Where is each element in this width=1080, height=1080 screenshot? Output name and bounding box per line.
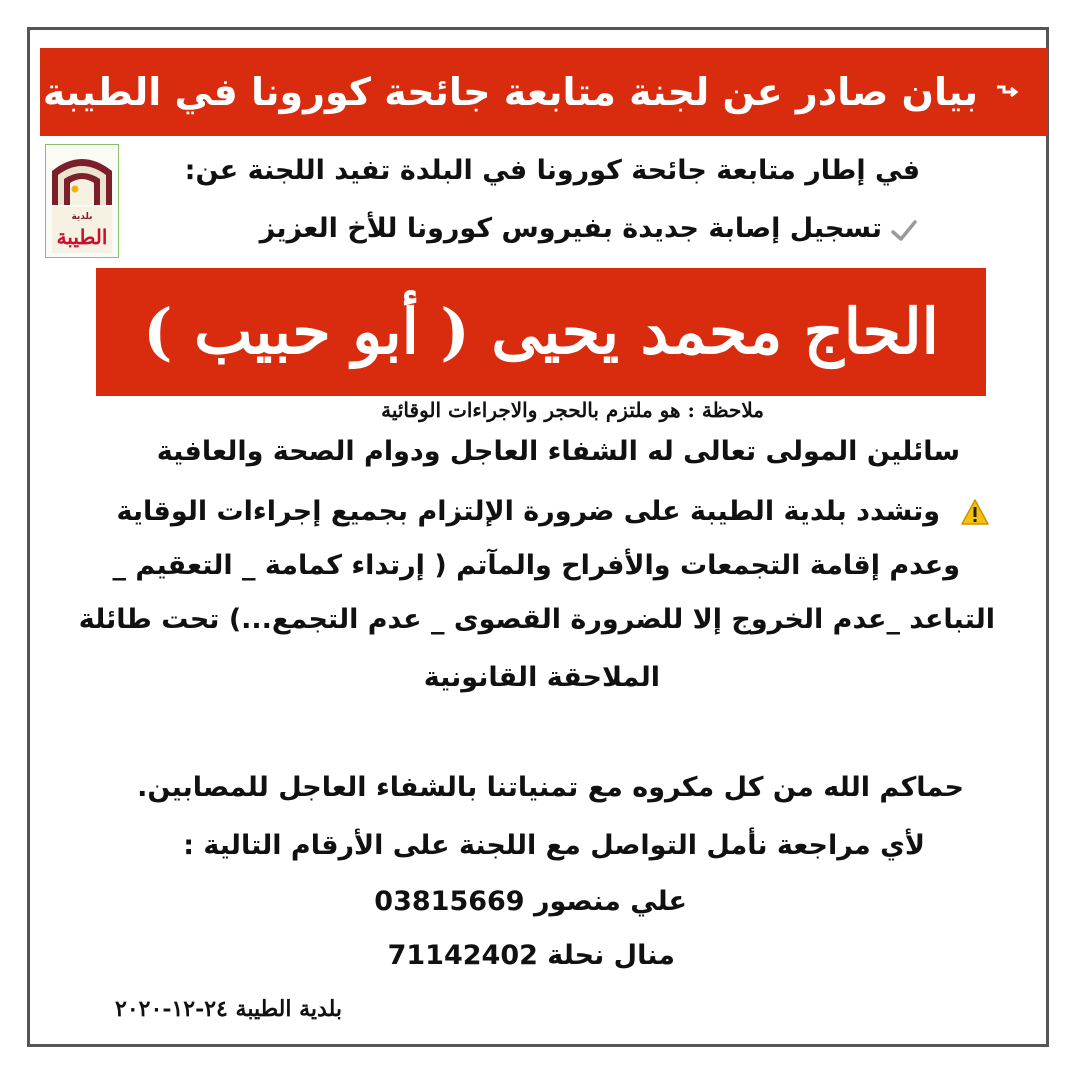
note-text: ملاحظة : هو ملتزم بالحجر والاجراءات الوقائية xyxy=(381,398,764,422)
warning-icon xyxy=(960,498,990,526)
warning-line-1: وتشدد بلدية الطيبة على ضرورة الإلتزام بجميع إجراءات الوقاية xyxy=(116,496,940,527)
contact-2: منال نحلة 71142402 xyxy=(387,940,675,971)
checkmark-icon xyxy=(890,218,918,244)
warning-line-2: وعدم إقامة التجمعات والأفراح والمآتم ( إرتداء كمامة _ التعقيم _ xyxy=(112,550,960,581)
footer-signature: بلدية الطيبة ٢٤-١٢-٢٠٢٠ xyxy=(115,996,342,1022)
municipality-logo xyxy=(45,144,119,258)
patient-name: الحاج محمد يحيى ( أبو حبيب ) xyxy=(143,295,939,368)
protection-text: حماكم الله من كل مكروه مع تمنياتنا بالشفاء العاجل للمصابين. xyxy=(137,772,964,803)
wish-text: سائلين المولى تعالى له الشفاء العاجل ودوام الصحة والعافية xyxy=(156,436,960,467)
intro-text: في إطار متابعة جائحة كورونا في البلدة تفيد اللجنة عن: xyxy=(184,155,920,186)
list-arrow-icon xyxy=(994,80,1020,102)
warning-line-3: التباعد _عدم الخروج إلا للضرورة القصوى _ عدم التجمع...) تحت طائلة xyxy=(78,604,995,635)
logo-text-small: بلدية xyxy=(71,212,93,222)
title-banner xyxy=(40,48,1048,136)
logo-emblem xyxy=(46,145,118,257)
page-title: بيان صادر عن لجنة متابعة جائحة كورونا في الطيبة xyxy=(42,70,978,114)
contact-intro: لأي مراجعة نأمل التواصل مع اللجنة على الأرقام التالية : xyxy=(183,830,925,861)
warning-line-4: الملاحقة القانونية xyxy=(423,662,660,693)
patient-name-banner xyxy=(96,268,986,396)
registration-text: تسجيل إصابة جديدة بفيروس كورونا للأخ العزيز xyxy=(259,213,882,244)
logo-text-large: الطيبة xyxy=(56,225,108,249)
contact-1: علي منصور 03815669 xyxy=(374,886,687,917)
